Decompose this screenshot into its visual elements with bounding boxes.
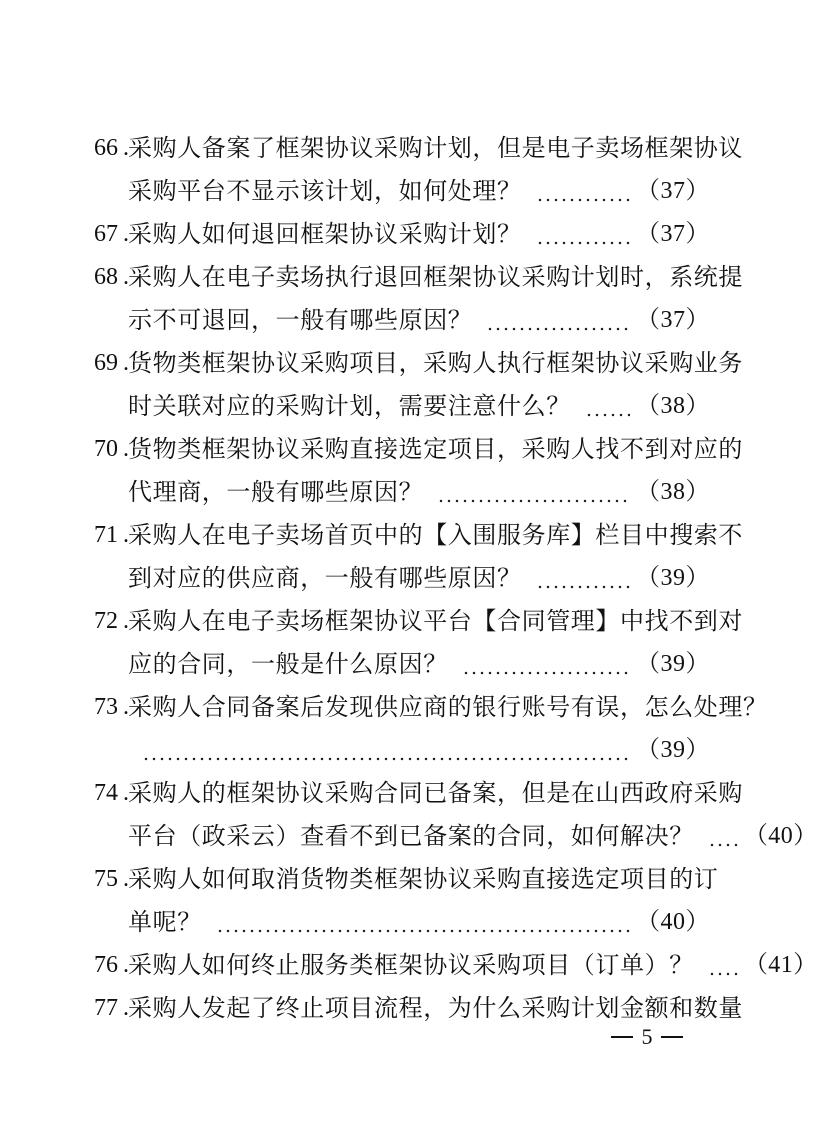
toc-entry-title: 采购平台不显示该计划，如何处理？: [128, 177, 522, 205]
toc-entry-title: 应的合同，一般是什么原因？: [128, 650, 448, 678]
toc-entry-line: [94, 514, 743, 557]
toc-entry-title: 代理商，一般有哪些原因？: [128, 478, 424, 506]
dot-leader: [585, 385, 630, 428]
toc-entry-number: 71: [94, 522, 118, 548]
toc-entry-text-row: [128, 901, 710, 944]
toc-entry-number-dot: .: [123, 995, 129, 1021]
toc-entry-page-ref: （37）: [636, 221, 710, 247]
toc-entry-page-ref: （38）: [636, 393, 710, 419]
toc-entry-title: 采购人在电子卖场框架协议平台【合同管理】中找不到对: [128, 607, 743, 635]
toc-entry[interactable]: [94, 858, 719, 944]
dot-leader: [708, 815, 738, 858]
toc-entry-line: [94, 729, 710, 772]
toc-entry-line: [94, 471, 710, 514]
toc-entry-line: [94, 600, 743, 643]
toc-entry-line: [94, 858, 719, 901]
footer-dash-left: [611, 1036, 633, 1038]
toc-entry-number: 74: [94, 780, 118, 806]
toc-entry-text-row: [128, 557, 710, 600]
toc-entry-line: [94, 557, 710, 600]
dot-leader: [708, 944, 738, 987]
toc-entry[interactable]: [94, 428, 743, 514]
toc-entry-line: [94, 256, 743, 299]
toc-entry-number: 67: [94, 221, 118, 247]
toc-entry-number: 76: [94, 952, 118, 978]
toc-entry-title: 采购人如何终止服务类框架协议采购项目（订单）？: [128, 951, 694, 979]
toc-entry-page-ref: （41）: [743, 952, 818, 978]
toc-entry-number-dot: .: [123, 264, 129, 290]
dot-leader: [462, 643, 630, 686]
toc-entry-number-dot: .: [123, 522, 129, 548]
toc-entry[interactable]: [94, 772, 818, 858]
toc-entry-number-dot: .: [123, 694, 129, 720]
toc-entry-title: 采购人在电子卖场首页中的【入围服务库】栏目中搜索不: [128, 521, 743, 549]
toc-entry-title: 采购人如何取消货物类框架协议采购直接选定项目的订: [128, 865, 719, 893]
toc-entry-title: 示不可退回，一般有哪些原因？: [128, 306, 473, 334]
toc-entry-text-row: [128, 471, 710, 514]
toc-entry-number: 70: [94, 436, 118, 462]
toc-entry-page-ref: （38）: [636, 479, 710, 505]
toc-entry-title: 货物类框架协议采购项目，采购人执行框架协议采购业务: [128, 349, 743, 377]
dot-leader: [142, 729, 630, 772]
toc-entry-text-row: [128, 944, 818, 987]
toc-entry-text-row: [128, 170, 710, 213]
page-footer: [611, 1024, 683, 1050]
toc-entry-title: 采购人合同备案后发现供应商的银行账号有误，怎么处理？: [128, 693, 768, 721]
toc-entry[interactable]: [94, 342, 743, 428]
toc-entry-line: [94, 686, 768, 729]
toc-entry-line: [94, 772, 743, 815]
toc-entry-text-row: [128, 815, 818, 858]
toc-entry-number: 69: [94, 350, 118, 376]
toc-entry-page-ref: （39）: [636, 565, 710, 591]
toc-entry[interactable]: [94, 256, 743, 342]
toc-entry-number-dot: .: [123, 135, 129, 161]
toc-entry-text-row: [128, 729, 710, 772]
toc-entry-line: [94, 901, 710, 944]
toc-entry-line: [94, 213, 710, 256]
dot-leader: [536, 213, 630, 256]
toc-entry-number: 73: [94, 694, 118, 720]
toc-entry-line: [94, 342, 743, 385]
table-of-contents: [94, 127, 818, 1030]
toc-entry-text-row: [128, 299, 710, 342]
footer-dash-right: [661, 1036, 683, 1038]
toc-entry[interactable]: [94, 514, 743, 600]
toc-entry-title: 采购人如何退回框架协议采购计划？: [128, 220, 522, 248]
toc-entry-line: [94, 299, 710, 342]
toc-entry-page-ref: （40）: [743, 823, 818, 849]
toc-entry-title: 采购人的框架协议采购合同已备案，但是在山西政府采购: [128, 779, 743, 807]
toc-entry[interactable]: [94, 127, 743, 213]
toc-entry-title: 到对应的供应商，一般有哪些原因？: [128, 564, 522, 592]
toc-entry-line: [94, 815, 818, 858]
toc-entry-line: [94, 643, 710, 686]
toc-entry-number: 77: [94, 995, 118, 1021]
toc-entry-line: [94, 944, 818, 987]
toc-entry-text-row: [128, 213, 710, 256]
toc-entry-number-dot: .: [123, 952, 129, 978]
toc-entry-line: [94, 127, 743, 170]
dot-leader: [486, 299, 630, 342]
toc-entry-title: 平台（政采云）查看不到已备案的合同，如何解决？: [128, 822, 694, 850]
toc-entry-title: 采购人备案了框架协议采购计划，但是电子卖场框架协议: [128, 134, 743, 162]
dot-leader: [216, 901, 630, 944]
toc-entry[interactable]: [94, 600, 743, 686]
toc-entry-title: 单呢？: [128, 908, 202, 936]
toc-entry-page-ref: （37）: [636, 178, 710, 204]
toc-entry-page-ref: （40）: [636, 909, 710, 935]
toc-entry[interactable]: [94, 944, 818, 987]
toc-entry-line: [94, 428, 743, 471]
toc-entry-text-row: [128, 385, 710, 428]
toc-entry-page-ref: （39）: [636, 737, 710, 763]
toc-entry-page-ref: （37）: [636, 307, 710, 333]
toc-entry-number-dot: .: [123, 436, 129, 462]
toc-entry-number-dot: .: [123, 608, 129, 634]
toc-entry[interactable]: [94, 213, 710, 256]
dot-leader: [437, 471, 630, 514]
toc-entry[interactable]: [94, 686, 768, 772]
toc-entry-page-ref: （39）: [636, 651, 710, 677]
toc-entry-number: 68: [94, 264, 118, 290]
toc-entry-number-dot: .: [123, 221, 129, 247]
dot-leader: [536, 170, 630, 213]
toc-entry-number-dot: .: [123, 780, 129, 806]
toc-entry-number-dot: .: [123, 866, 129, 892]
toc-entry-number: 66: [94, 135, 118, 161]
toc-entry-title: 采购人在电子卖场执行退回框架协议采购计划时，系统提: [128, 263, 743, 291]
dot-leader: [536, 557, 630, 600]
toc-entry-line: [94, 170, 710, 213]
toc-entry-title: 货物类框架协议采购直接选定项目，采购人找不到对应的: [128, 435, 743, 463]
toc-entry-title: 采购人发起了终止项目流程，为什么采购计划金额和数量: [128, 994, 743, 1022]
toc-entry-title: 时关联对应的采购计划，需要注意什么？: [128, 392, 571, 420]
toc-entry-number: 72: [94, 608, 118, 634]
toc-entry-text-row: [128, 643, 710, 686]
footer-page-number: 5: [641, 1024, 653, 1049]
toc-entry-number-dot: .: [123, 350, 129, 376]
toc-entry-line: [94, 385, 710, 428]
toc-entry-number: 75: [94, 866, 118, 892]
